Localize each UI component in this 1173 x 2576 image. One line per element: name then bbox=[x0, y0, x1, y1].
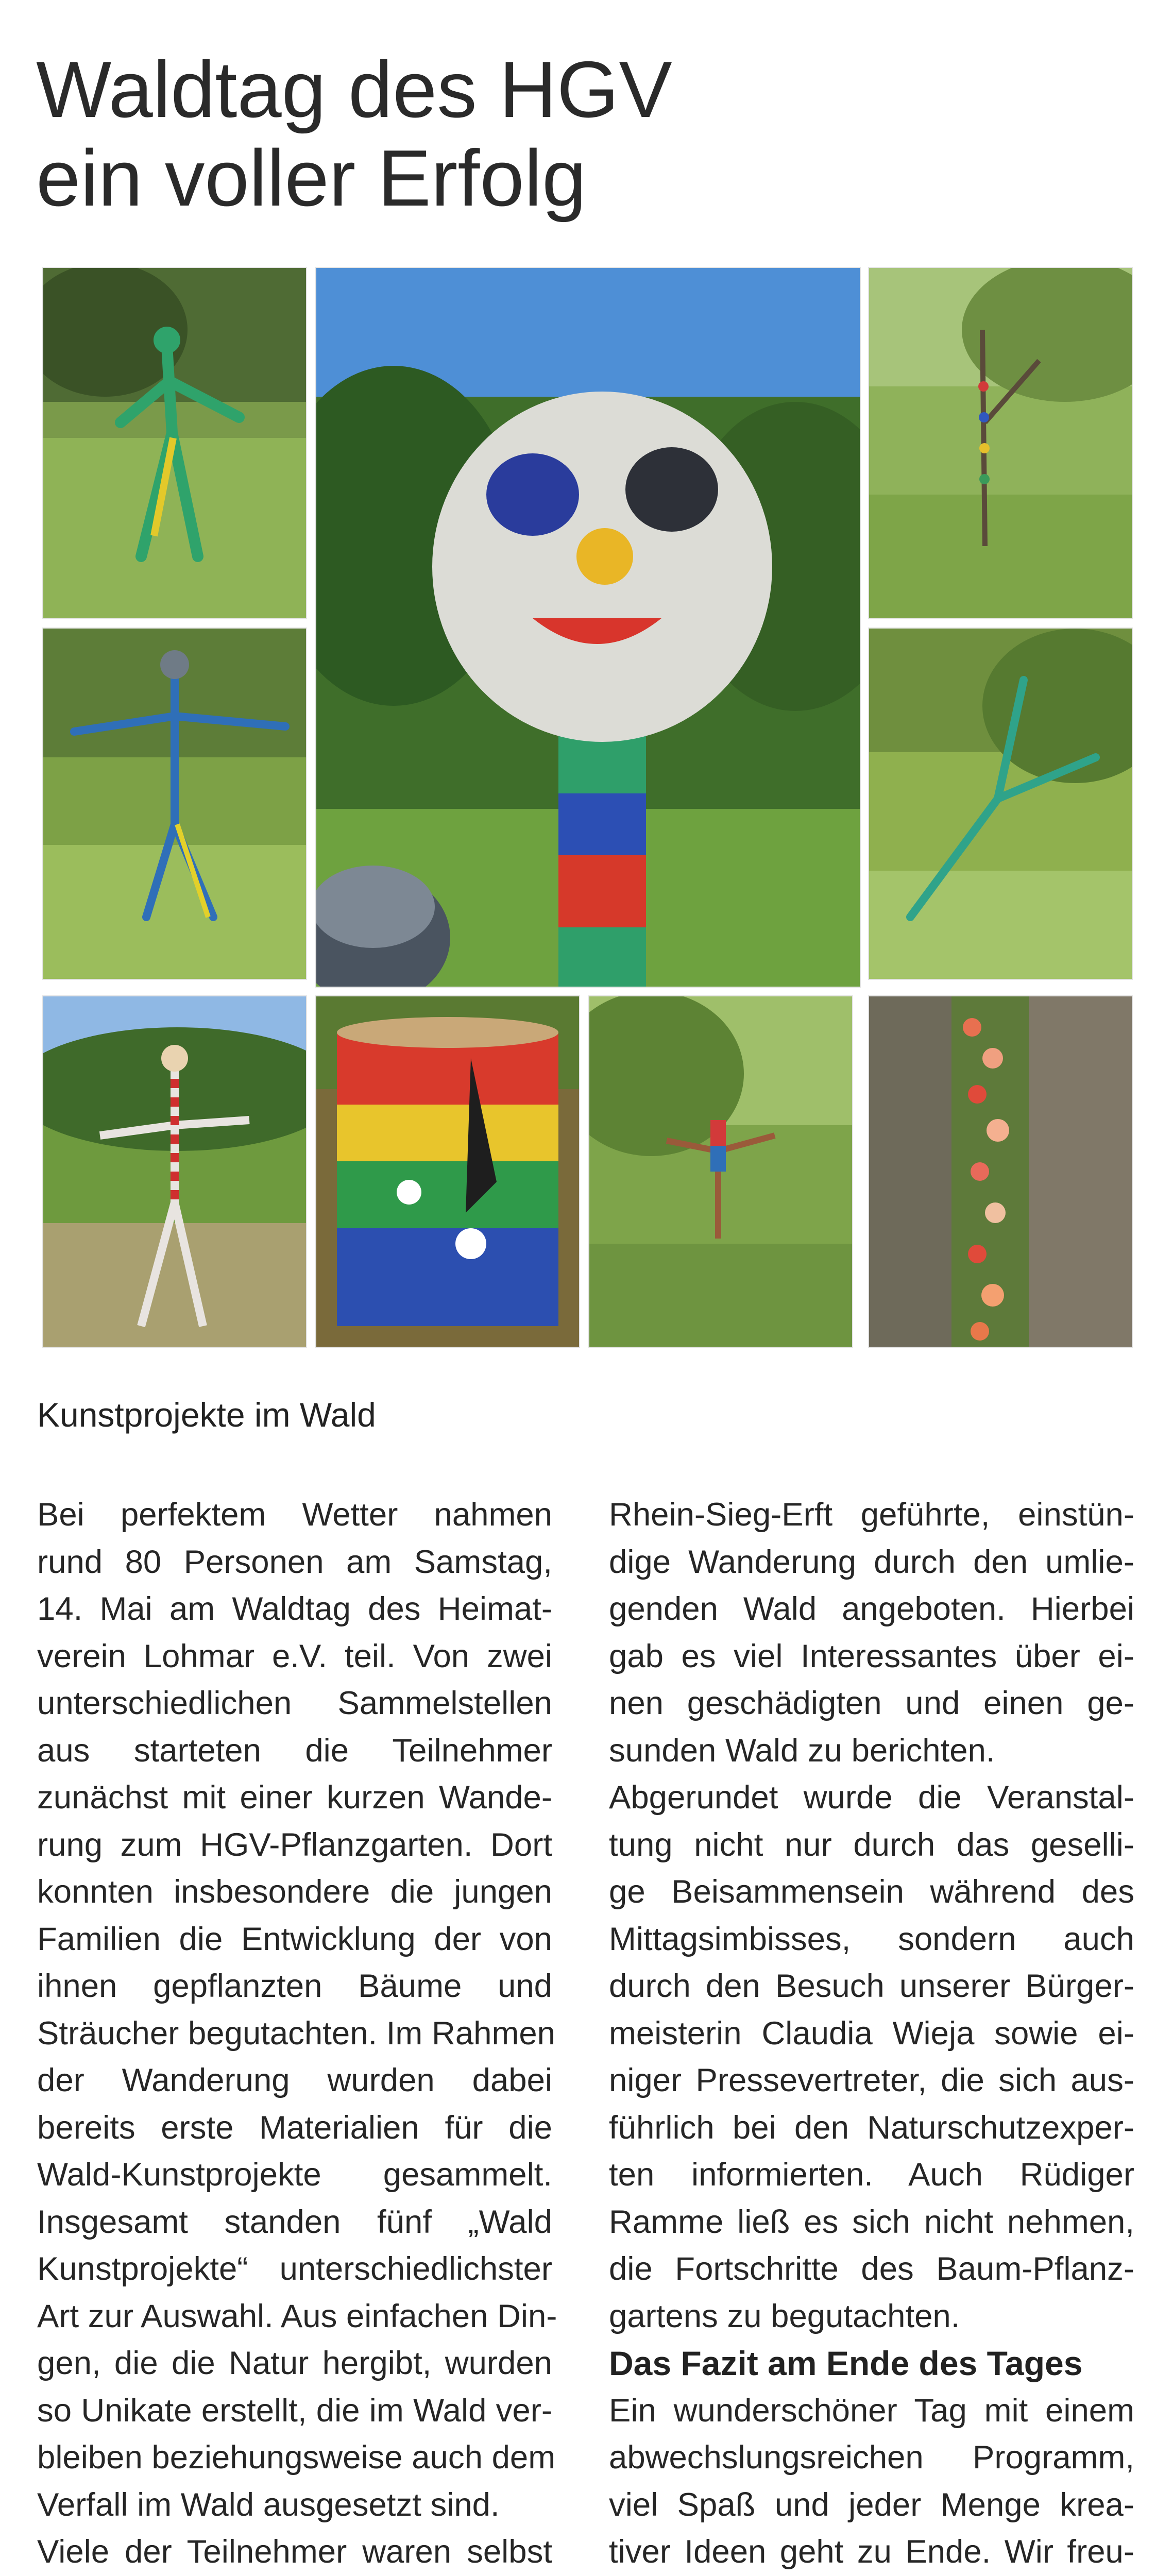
photo-striped-figure bbox=[42, 995, 307, 1348]
photo-green-stick-figure bbox=[42, 267, 307, 619]
text-line: genden Wald angeboten. Hierbei bbox=[609, 1591, 1134, 1627]
photo-green-branch bbox=[868, 628, 1133, 980]
text-line: Familien die Entwicklung der von bbox=[37, 1921, 552, 1957]
text-line: tiver Ideen geht zu Ende. Wir freu- bbox=[609, 2534, 1134, 2570]
text-line: Ramme ließ es sich nicht nehmen, bbox=[609, 2204, 1134, 2240]
text-line: Kunstprojekte“ unterschiedlichster bbox=[37, 2251, 552, 2287]
text-line: durch den Besuch unserer Bürger- bbox=[609, 1968, 1134, 2004]
text-line: niger Pressevertreter, die sich aus- bbox=[609, 2062, 1134, 2098]
text-line: viel Spaß und jeder Menge krea- bbox=[609, 2486, 1134, 2523]
text-line: gab es viel Interessantes über ei- bbox=[609, 1638, 1134, 1674]
text-line: Sträucher begutachten. Im Rahmen bbox=[37, 2015, 555, 2052]
text-line: Abgerundet wurde die Veranstal- bbox=[609, 1780, 1134, 1816]
photo-small-figure bbox=[588, 995, 853, 1348]
text-line: Ein wunderschöner Tag mit einem bbox=[609, 2392, 1134, 2429]
text-line: Viele der Teilnehmer waren selbst bbox=[37, 2534, 552, 2570]
article-headline bbox=[36, 45, 1138, 223]
headline-line-1: Waldtag des HGV bbox=[36, 45, 672, 134]
text-line: Wald-Kunstprojekte gesammelt. bbox=[37, 2157, 552, 2193]
text-line: ihnen gepflanzten Bäume und bbox=[37, 1968, 552, 2004]
text-line: bereits erste Materialien für die bbox=[37, 2109, 552, 2146]
text-line: bleiben beziehungsweise auch dem bbox=[37, 2439, 556, 2476]
article-subheading: Kunstprojekte im Wald bbox=[37, 1396, 376, 1434]
text-line: konnten insbesondere die jungen bbox=[37, 1874, 552, 1910]
photo-painted-face-sculpture bbox=[315, 267, 861, 988]
photo-blue-figure bbox=[42, 628, 307, 980]
text-line: gen, die die Natur hergibt, wurden bbox=[37, 2345, 552, 2381]
text-line: rund 80 Personen am Samstag, bbox=[37, 1544, 552, 1580]
text-line: Art zur Auswahl. Aus einfachen Din- bbox=[37, 2298, 557, 2334]
article-left-column bbox=[37, 1492, 557, 2576]
text-line: tung nicht nur durch das geselli- bbox=[609, 1826, 1134, 1863]
headline-line-2: ein voller Erfolg bbox=[36, 133, 587, 223]
text-line: Rhein-Sieg-Erft geführte, einstün- bbox=[609, 1497, 1134, 1533]
article-right-column bbox=[609, 1492, 1134, 2576]
photo-tree-decorations bbox=[868, 995, 1133, 1348]
photo-painted-log bbox=[315, 995, 580, 1348]
text-line: abwechslungsreichen Programm, bbox=[609, 2439, 1134, 2476]
text-line: aus starteten die Teilnehmer bbox=[37, 1732, 552, 1769]
text-line: Verfall im Wald ausgesetzt sind. bbox=[37, 2486, 500, 2523]
text-line: unterschiedlichen Sammelstellen bbox=[37, 1685, 552, 1721]
text-line: die Fortschritte des Baum-Pflanz- bbox=[609, 2251, 1134, 2287]
text-line: verein Lohmar e.V. teil. Von zwei bbox=[37, 1638, 552, 1674]
text-line: zunächst mit einer kurzen Wande- bbox=[37, 1780, 552, 1816]
text-line: der Wanderung wurden dabei bbox=[37, 2062, 552, 2098]
text-line: führlich bei den Naturschutzexper- bbox=[609, 2109, 1134, 2146]
text-line: so Unikate erstellt, die im Wald ver- bbox=[37, 2392, 552, 2429]
photo-beaded-branch bbox=[868, 267, 1133, 619]
text-line: gartens zu begutachten. bbox=[609, 2298, 960, 2334]
text-line: Mittagsimbisses, sondern auch bbox=[609, 1921, 1134, 1957]
text-line: ten informierten. Auch Rüdiger bbox=[609, 2157, 1134, 2193]
text-line: Bei perfektem Wetter nahmen bbox=[37, 1497, 552, 1533]
text-line: 14. Mai am Waldtag des Heimat- bbox=[37, 1591, 552, 1627]
text-line: ge Beisammensein während des bbox=[609, 1874, 1134, 1910]
text-line: dige Wanderung durch den umlie- bbox=[609, 1544, 1134, 1580]
text-line: rung zum HGV-Pflanzgarten. Dort bbox=[37, 1826, 552, 1863]
text-line: nen geschädigten und einen ge- bbox=[609, 1685, 1134, 1721]
text-line: meisterin Claudia Wieja sowie ei- bbox=[609, 2015, 1134, 2052]
text-line: sunden Wald zu berichten. bbox=[609, 1732, 995, 1769]
text-line: Insgesamt standen fünf „Wald bbox=[37, 2204, 552, 2240]
section-heading-fazit: Das Fazit am Ende des Tages bbox=[609, 2344, 1083, 2382]
